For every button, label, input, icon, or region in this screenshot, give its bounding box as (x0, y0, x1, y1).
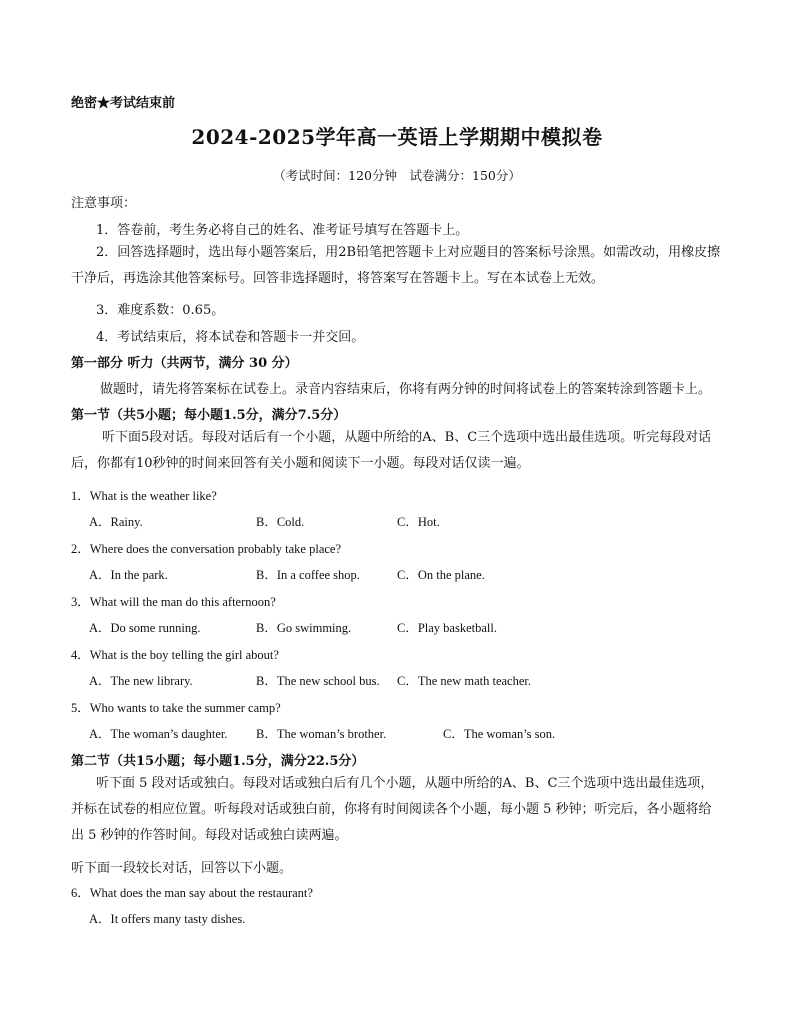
q1-option-a: A．Rainy. (89, 515, 143, 529)
q3-option-a: A．Do some running. (89, 621, 201, 635)
notes-heading: 注意事项： (71, 196, 137, 211)
q1-option-c: C．Hot. (397, 515, 440, 529)
section1-instruction: 听下面5段对话。每段对话后有一个小题，从题中所给的A、B、C三个选项中选出最佳选项。听完每段对话后，你都有10秒钟的时间来回答有关小题和阅读下一小题。每段对话仅读一遍。 (71, 430, 712, 471)
note-item-3: 3．难度系数：0.65。 (96, 303, 225, 318)
question-4: 4．What is the boy telling the girl about? (71, 648, 279, 662)
q5-option-a: A．The woman’s daughter. (89, 727, 228, 741)
note-item-2: 2．回答选择题时，选出每小题答案后，用2B铅笔把答题卡上对应题目的答案标号涂黑。如需改动，用橡皮擦干净后，再选涂其他答案标号。回答非选择题时，将答案写在答题卡上。写在本试卷上无效。 (71, 245, 721, 286)
q5-option-b: B．The woman’s brother. (256, 727, 387, 741)
q4-option-c: C．The new math teacher. (397, 674, 531, 688)
q1-option-b: B．Cold. (256, 515, 305, 529)
question-6: 6．What does the man say about the restaurant? (71, 886, 313, 900)
question-2: 2．Where does the conversation probably take place? (71, 542, 342, 556)
q3-option-b: B．Go swimming. (256, 621, 352, 635)
q5-option-c: C．The woman’s son. (443, 727, 556, 741)
section1-heading: 第一节（共5小题；每小题1.5分，满分7.5分） (71, 408, 347, 423)
part1-instruction: 做题时，请先将答案标在试卷上。录音内容结束后，你将有两分钟的时间将试卷上的答案转涂到答题卡上。 (100, 382, 712, 397)
note-item-4: 4．考试结束后，将本试卷和答题卡一并交回。 (96, 330, 365, 345)
q2-option-a: A．In the park. (89, 568, 168, 582)
exam-subtitle: （考试时间：120分钟 试卷满分：150分） (273, 168, 521, 183)
q6-option-a: A．It offers many tasty dishes. (89, 912, 246, 926)
question-1: 1．What is the weather like? (71, 489, 217, 503)
exam-title: 2024-2025学年高一英语上学期期中模拟卷 (191, 125, 603, 149)
q2-option-b: B．In a coffee shop. (256, 568, 360, 582)
part1-heading: 第一部分 听力（共两节，满分 30 分） (71, 356, 298, 371)
q4-option-b: B．The new school bus. (256, 674, 380, 688)
q2-option-c: C．On the plane. (397, 568, 485, 582)
note-item-1: 1．答卷前，考生务必将自己的姓名、准考证号填写在答题卡上。 (96, 223, 469, 238)
q3-option-c: C．Play basketball. (397, 621, 497, 635)
section2-lead: 听下面一段较长对话，回答以下小题。 (71, 861, 293, 876)
q4-option-a: A．The new library. (89, 674, 193, 688)
secret-label: 绝密★考试结束前 (71, 96, 176, 111)
section2-heading: 第二节（共15小题；每小题1.5分，满分22.5分） (71, 754, 365, 769)
section2-instruction: 听下面 5 段对话或独白。每段对话或独白后有几个小题，从题中所给的A、B、C三个选项中选出最佳选项，并标在试卷的相应位置。听每段对话或独白前，你将有时间阅读各个小题，每小题 5 秒钟；听完后，各小题将给出 5 秒钟的作答时间。每段对话或独白读两遍。 (71, 776, 714, 843)
question-5: 5．Who wants to take the summer camp? (71, 701, 281, 715)
question-3: 3．What will the man do this afternoon? (71, 595, 276, 609)
